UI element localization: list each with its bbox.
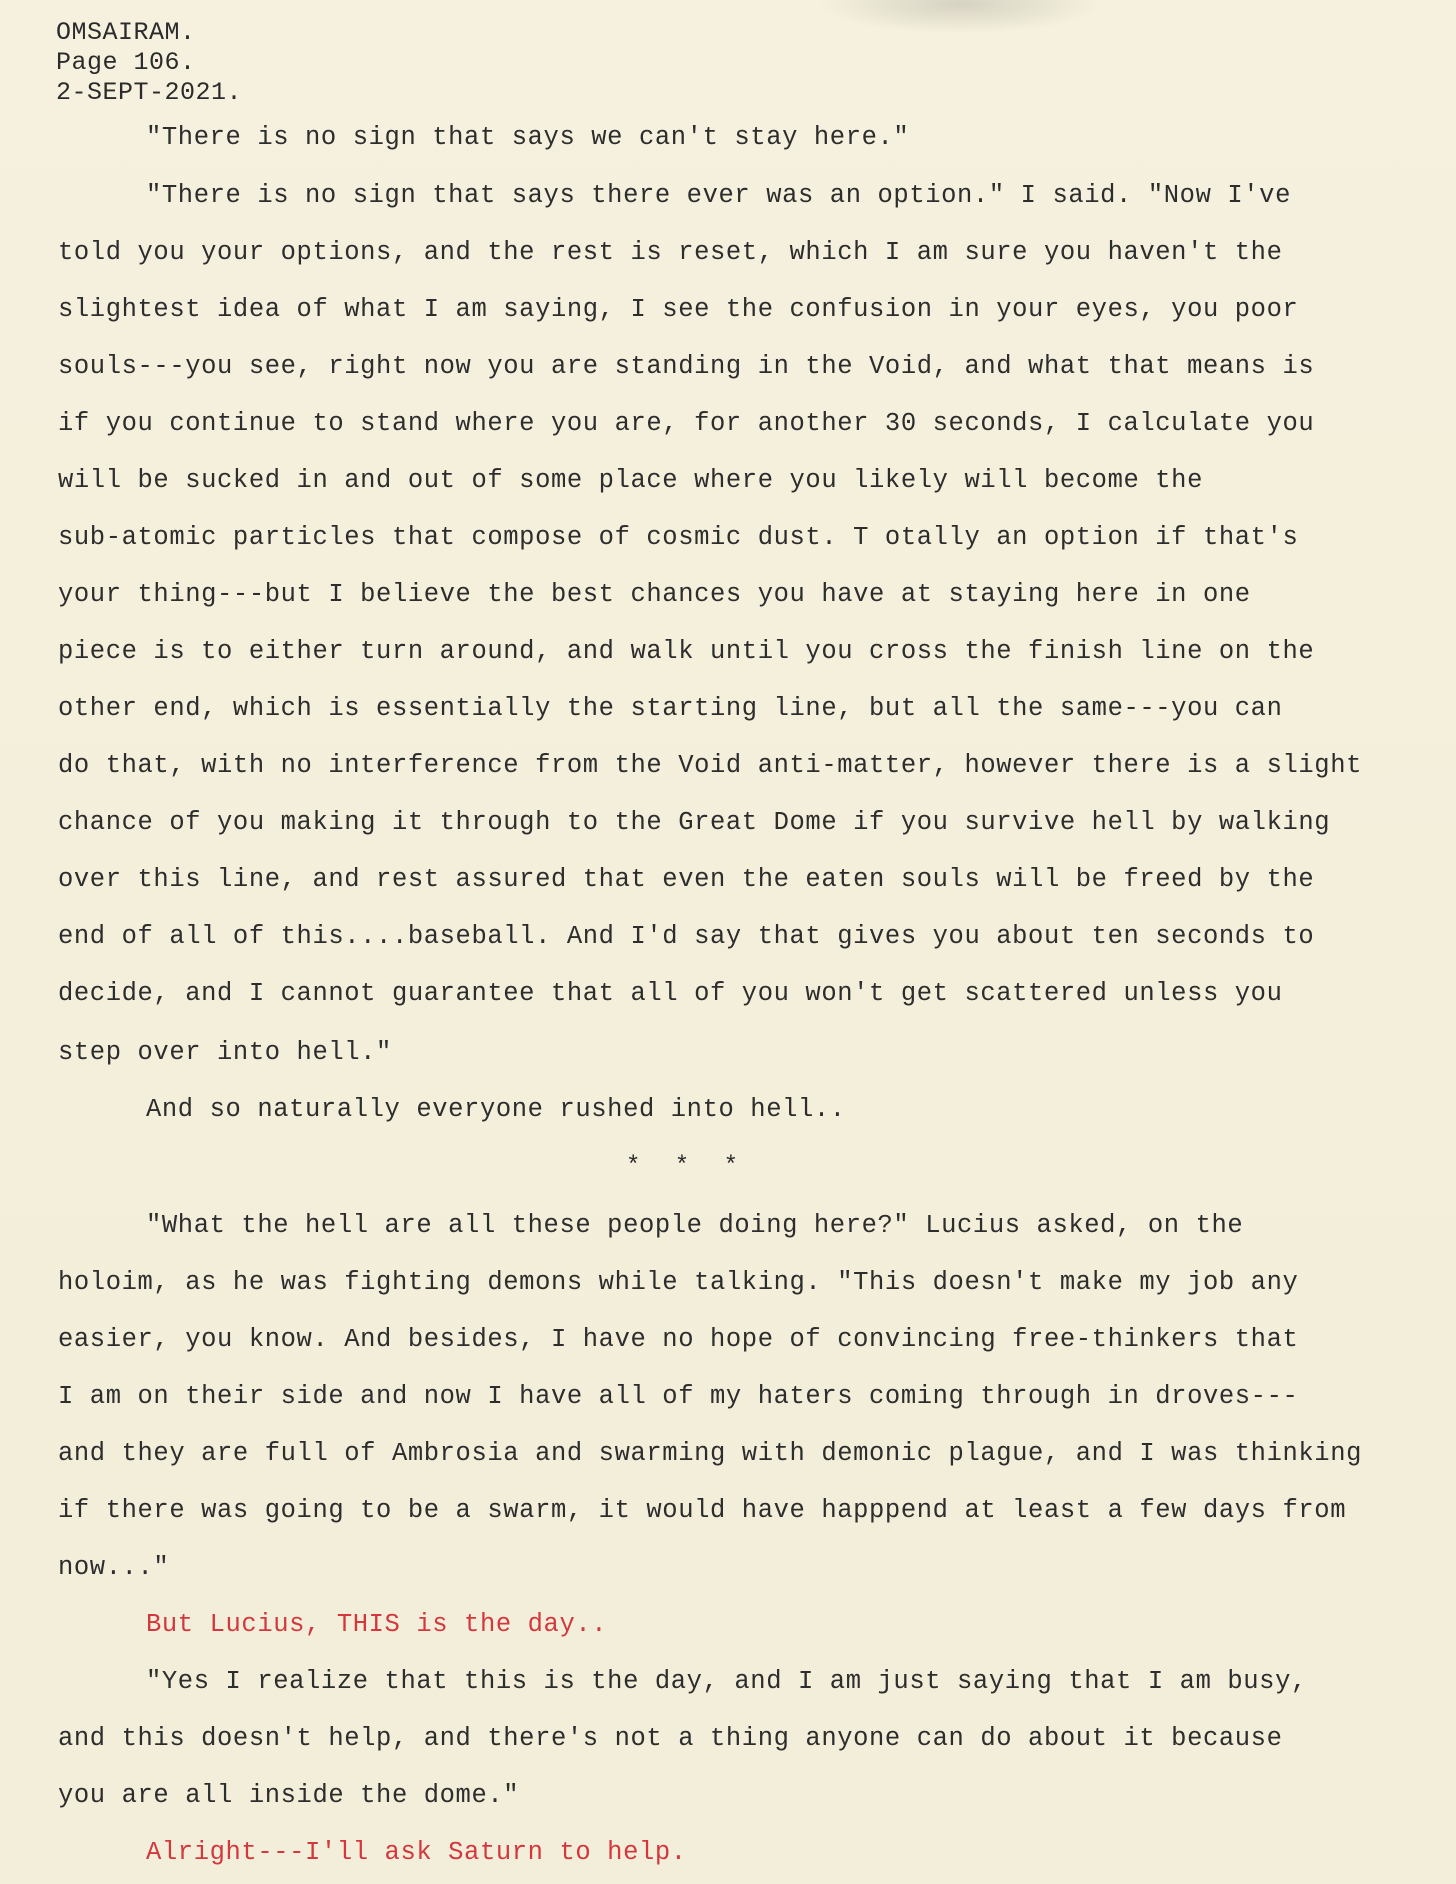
- text-line: do that, with no interference from the Void anti-matter, however there is a slight: [58, 751, 1363, 780]
- red-text-line: Alright---I'll ask Saturn to help.: [146, 1838, 687, 1867]
- page-header: [56, 18, 242, 108]
- text-line: will be sucked in and out of some place where you likely will become the: [58, 466, 1203, 495]
- page-number: Page 106.: [56, 48, 196, 77]
- text-line: holoim, as he was fighting demons while talking. "This doesn't make my job any: [58, 1268, 1299, 1297]
- text-line: "There is no sign that says we can't stay here.": [146, 123, 910, 152]
- text-line: you are all inside the dome.": [58, 1781, 520, 1810]
- text-line: other end, which is essentially the starting line, but all the same---you can: [58, 694, 1283, 723]
- text-line: decide, and I cannot guarantee that all of you won't get scattered unless you: [58, 979, 1283, 1008]
- text-line: "Yes I realize that this is the day, and I am just saying that I am busy,: [146, 1667, 1307, 1696]
- text-line: if there was going to be a swarm, it would have happpend at least a few days from: [58, 1496, 1347, 1525]
- text-line: souls---you see, right now you are standing in the Void, and what that means is: [58, 352, 1315, 381]
- text-line: slightest idea of what I am saying, I see the confusion in your eyes, you poor: [58, 295, 1299, 324]
- text-line: "What the hell are all these people doing here?" Lucius asked, on the: [146, 1211, 1244, 1240]
- text-line: told you your options, and the rest is reset, which I am sure you haven't the: [58, 238, 1283, 267]
- text-line: sub-atomic particles that compose of cosmic dust. T otally an option if that's: [58, 523, 1299, 552]
- text-line: step over into hell.": [58, 1038, 392, 1067]
- text-line: I am on their side and now I have all of my haters coming through in droves---: [58, 1382, 1299, 1411]
- text-line: easier, you know. And besides, I have no hope of convincing free-thinkers that: [58, 1325, 1299, 1354]
- text-line: now...": [58, 1553, 170, 1582]
- text-line: your thing---but I believe the best chances you have at staying here in one: [58, 580, 1251, 609]
- text-line: and this doesn't help, and there's not a thing anyone can do about it because: [58, 1724, 1283, 1753]
- text-line: "There is no sign that says there ever was an option." I said. "Now I've: [146, 181, 1291, 210]
- red-text-line: But Lucius, THIS is the day..: [146, 1610, 608, 1639]
- text-line: if you continue to stand where you are, for another 30 seconds, I calculate you: [58, 409, 1315, 438]
- text-line: and they are full of Ambrosia and swarming with demonic plague, and I was thinking: [58, 1439, 1363, 1468]
- text-line: chance of you making it through to the Great Dome if you survive hell by walking: [58, 808, 1331, 837]
- text-line: And so naturally everyone rushed into hell..: [146, 1095, 846, 1124]
- section-separator: * * *: [626, 1153, 749, 1180]
- text-line: piece is to either turn around, and walk until you cross the finish line on the: [58, 637, 1315, 666]
- text-line: end of all of this....baseball. And I'd say that gives you about ten seconds to: [58, 922, 1315, 951]
- header-title: OMSAIRAM.: [56, 18, 196, 47]
- text-line: over this line, and rest assured that even the eaten souls will be freed by the: [58, 865, 1315, 894]
- page-date: 2-SEPT-2021.: [56, 78, 243, 107]
